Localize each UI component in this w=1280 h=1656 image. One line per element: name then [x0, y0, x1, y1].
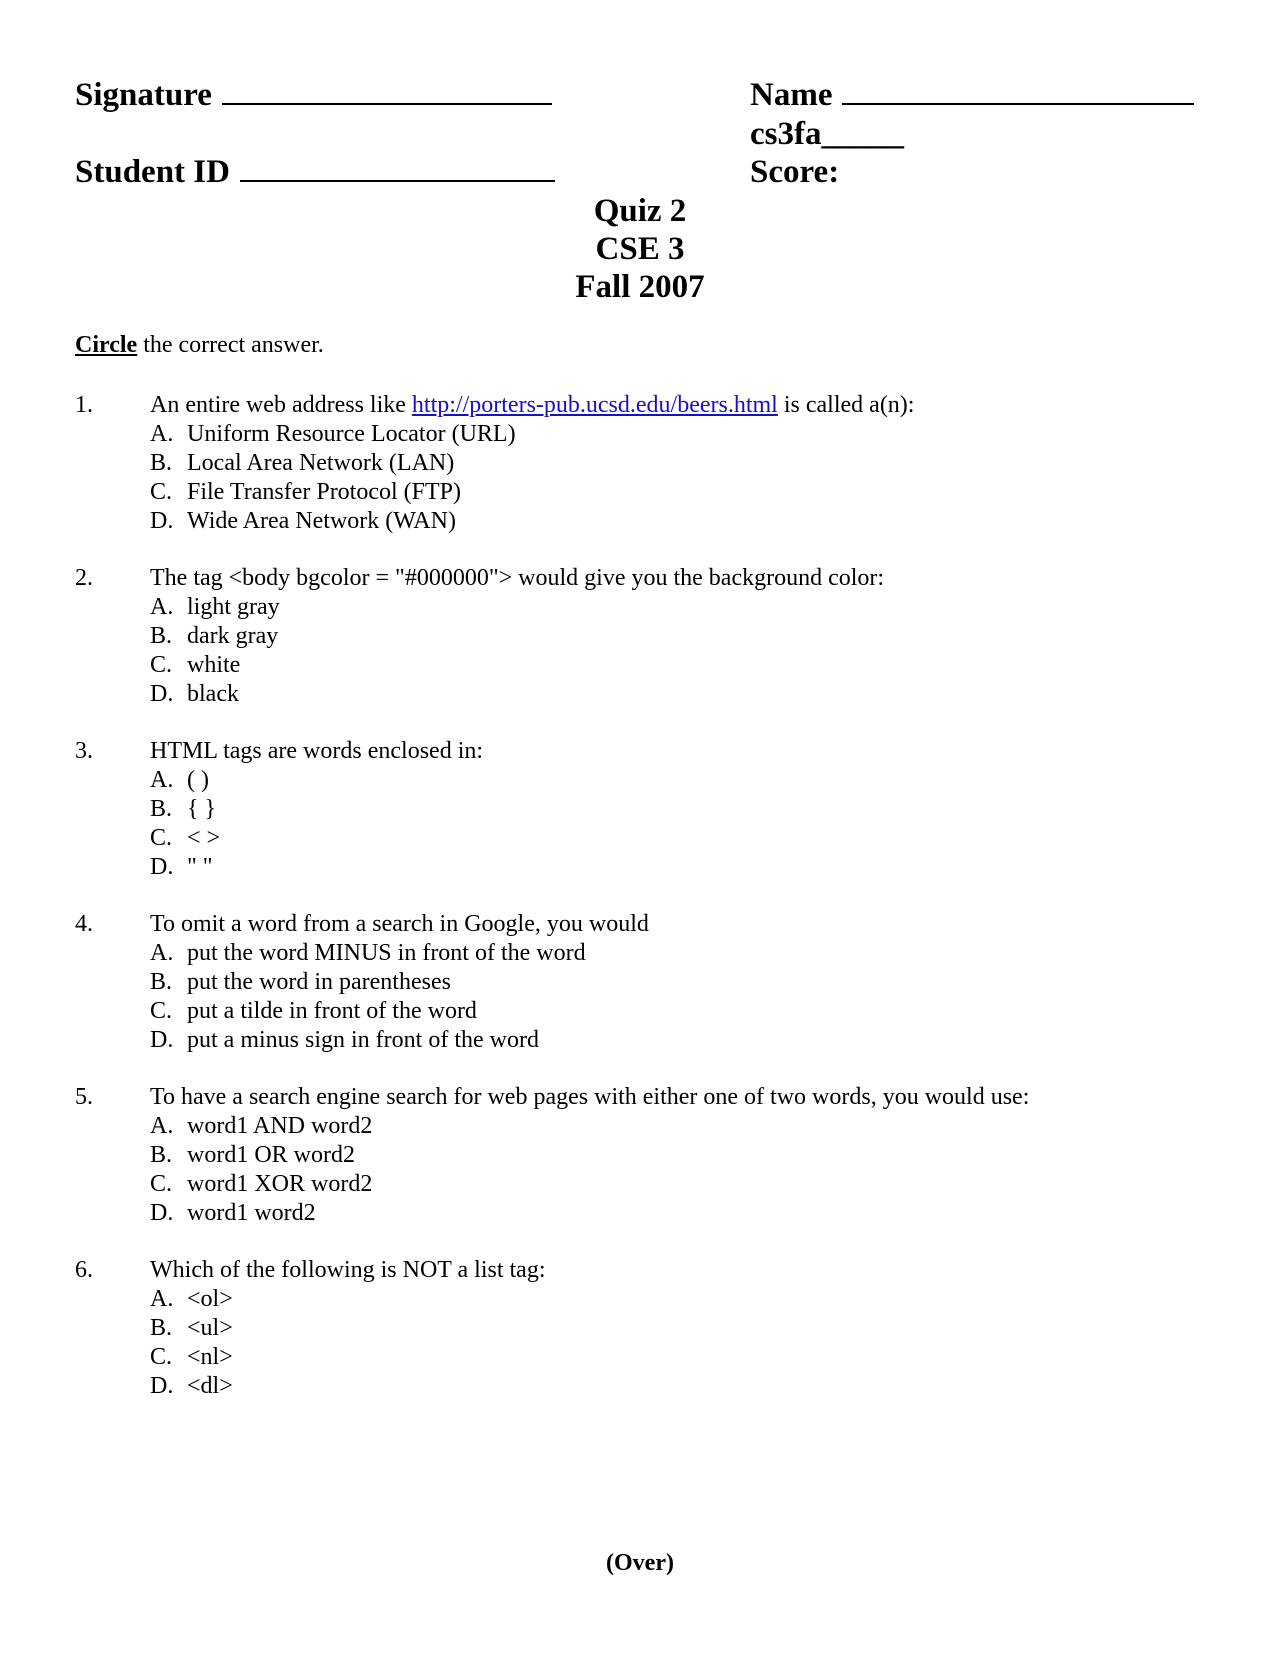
question-number: 2.	[75, 565, 93, 591]
term-title: Fall 2007	[575, 269, 705, 305]
option-letter: A.	[150, 421, 174, 447]
signature-label: Signature	[75, 77, 212, 113]
option-d	[150, 1199, 1029, 1228]
option-b	[150, 968, 649, 997]
option-letter: D.	[150, 1373, 174, 1399]
option-letter: C.	[150, 1344, 173, 1370]
option-text: <ol>	[187, 1286, 233, 1312]
option-d	[150, 1026, 649, 1055]
name-line	[842, 79, 1194, 105]
option-text: white	[187, 652, 241, 678]
option-b	[150, 449, 914, 478]
url-link[interactable]: http://porters-pub.ucsd.edu/beers.html	[411, 392, 778, 418]
option-text: word1 word2	[187, 1200, 316, 1226]
question-4	[75, 910, 649, 1055]
question-stem: To omit a word from a search in Google, you would	[150, 911, 649, 937]
option-c	[150, 478, 914, 507]
option-letter: B.	[150, 450, 173, 476]
option-a	[150, 593, 884, 622]
instructions-text: the correct answer.	[137, 332, 324, 358]
option-c	[150, 651, 884, 680]
option-a	[150, 766, 483, 795]
option-text: File Transfer Protocol (FTP)	[187, 479, 462, 505]
option-letter: B.	[150, 1142, 173, 1168]
option-letter: A.	[150, 940, 174, 966]
option-d	[150, 1372, 546, 1401]
account-label: cs3fa_____	[750, 116, 904, 152]
signature-field	[75, 76, 552, 114]
name-field	[750, 76, 1194, 114]
option-letter: C.	[150, 825, 173, 851]
option-letter: C.	[150, 1171, 173, 1197]
option-text: <nl>	[187, 1344, 233, 1370]
option-letter: C.	[150, 652, 173, 678]
option-letter: D.	[150, 681, 174, 707]
question-number: 5.	[75, 1084, 93, 1110]
option-a	[150, 939, 649, 968]
question-number: 1.	[75, 392, 93, 418]
option-b	[150, 1141, 1029, 1170]
student-id-line	[240, 156, 555, 182]
option-text: Wide Area Network (WAN)	[187, 508, 456, 534]
option-text: " "	[187, 854, 213, 880]
question-3	[75, 737, 483, 882]
option-letter: D.	[150, 1027, 174, 1053]
score-field	[750, 153, 839, 191]
question-stem	[150, 391, 914, 420]
option-b	[150, 1314, 546, 1343]
instructions-emphasis: Circle	[75, 332, 138, 358]
question-number: 6.	[75, 1257, 93, 1283]
question-stem: The tag <body bgcolor = "#000000"> would give you the background color:	[150, 565, 885, 591]
option-text: Uniform Resource Locator (URL)	[187, 421, 516, 447]
option-letter: C.	[150, 479, 173, 505]
option-text: word1 XOR word2	[187, 1171, 373, 1197]
stem-text: is called a(n):	[777, 392, 915, 418]
option-text: put a tilde in front of the word	[187, 998, 477, 1024]
option-letter: C.	[150, 998, 173, 1024]
question-number: 3.	[75, 738, 93, 764]
option-text: < >	[187, 825, 221, 851]
question-1	[75, 391, 914, 536]
quiz-title: Quiz 2	[593, 193, 687, 229]
question-6	[75, 1256, 546, 1401]
option-text: put the word MINUS in front of the word	[187, 940, 586, 966]
option-a	[150, 1285, 546, 1314]
account-field	[750, 115, 904, 153]
option-d	[150, 853, 483, 882]
signature-line	[222, 79, 552, 105]
option-text: word1 OR word2	[187, 1142, 355, 1168]
score-label: Score:	[750, 154, 840, 190]
option-text: <dl>	[187, 1373, 233, 1399]
option-letter: A.	[150, 594, 174, 620]
option-c	[150, 997, 649, 1026]
option-letter: A.	[150, 1113, 174, 1139]
option-letter: A.	[150, 1286, 174, 1312]
student-id-label: Student ID	[75, 154, 230, 190]
option-text: black	[187, 681, 239, 707]
option-c	[150, 1170, 1029, 1199]
option-letter: A.	[150, 767, 174, 793]
option-text: dark gray	[187, 623, 279, 649]
option-letter: B.	[150, 1315, 173, 1341]
option-letter: D.	[150, 508, 174, 534]
over-note: (Over)	[606, 1550, 674, 1576]
instructions	[75, 330, 324, 360]
option-text: ( )	[187, 767, 209, 793]
option-text: <ul>	[187, 1315, 233, 1341]
option-b	[150, 795, 483, 824]
option-text: light gray	[187, 594, 280, 620]
option-letter: B.	[150, 623, 173, 649]
option-text: put the word in parentheses	[187, 969, 451, 995]
student-id-field	[75, 153, 555, 191]
option-c	[150, 1343, 546, 1372]
question-5	[75, 1083, 1029, 1228]
name-label: Name	[750, 77, 833, 113]
question-stem: Which of the following is NOT a list tag:	[150, 1257, 546, 1283]
course-title: CSE 3	[595, 231, 685, 267]
option-letter: D.	[150, 854, 174, 880]
option-a	[150, 420, 914, 449]
question-number: 4.	[75, 911, 93, 937]
option-text: Local Area Network (LAN)	[187, 450, 455, 476]
question-stem: HTML tags are words enclosed in:	[150, 738, 484, 764]
option-letter: D.	[150, 1200, 174, 1226]
option-letter: B.	[150, 969, 173, 995]
option-a	[150, 1112, 1029, 1141]
option-c	[150, 824, 483, 853]
stem-text: An entire web address like	[150, 392, 412, 418]
option-b	[150, 622, 884, 651]
option-text: { }	[187, 796, 217, 822]
question-stem: To have a search engine search for web pages with either one of two words, you would use:	[150, 1084, 1030, 1110]
option-text: word1 AND word2	[187, 1113, 373, 1139]
option-d	[150, 680, 884, 709]
option-letter: B.	[150, 796, 173, 822]
question-2	[75, 564, 884, 709]
option-text: put a minus sign in front of the word	[187, 1027, 539, 1053]
option-d	[150, 507, 914, 536]
